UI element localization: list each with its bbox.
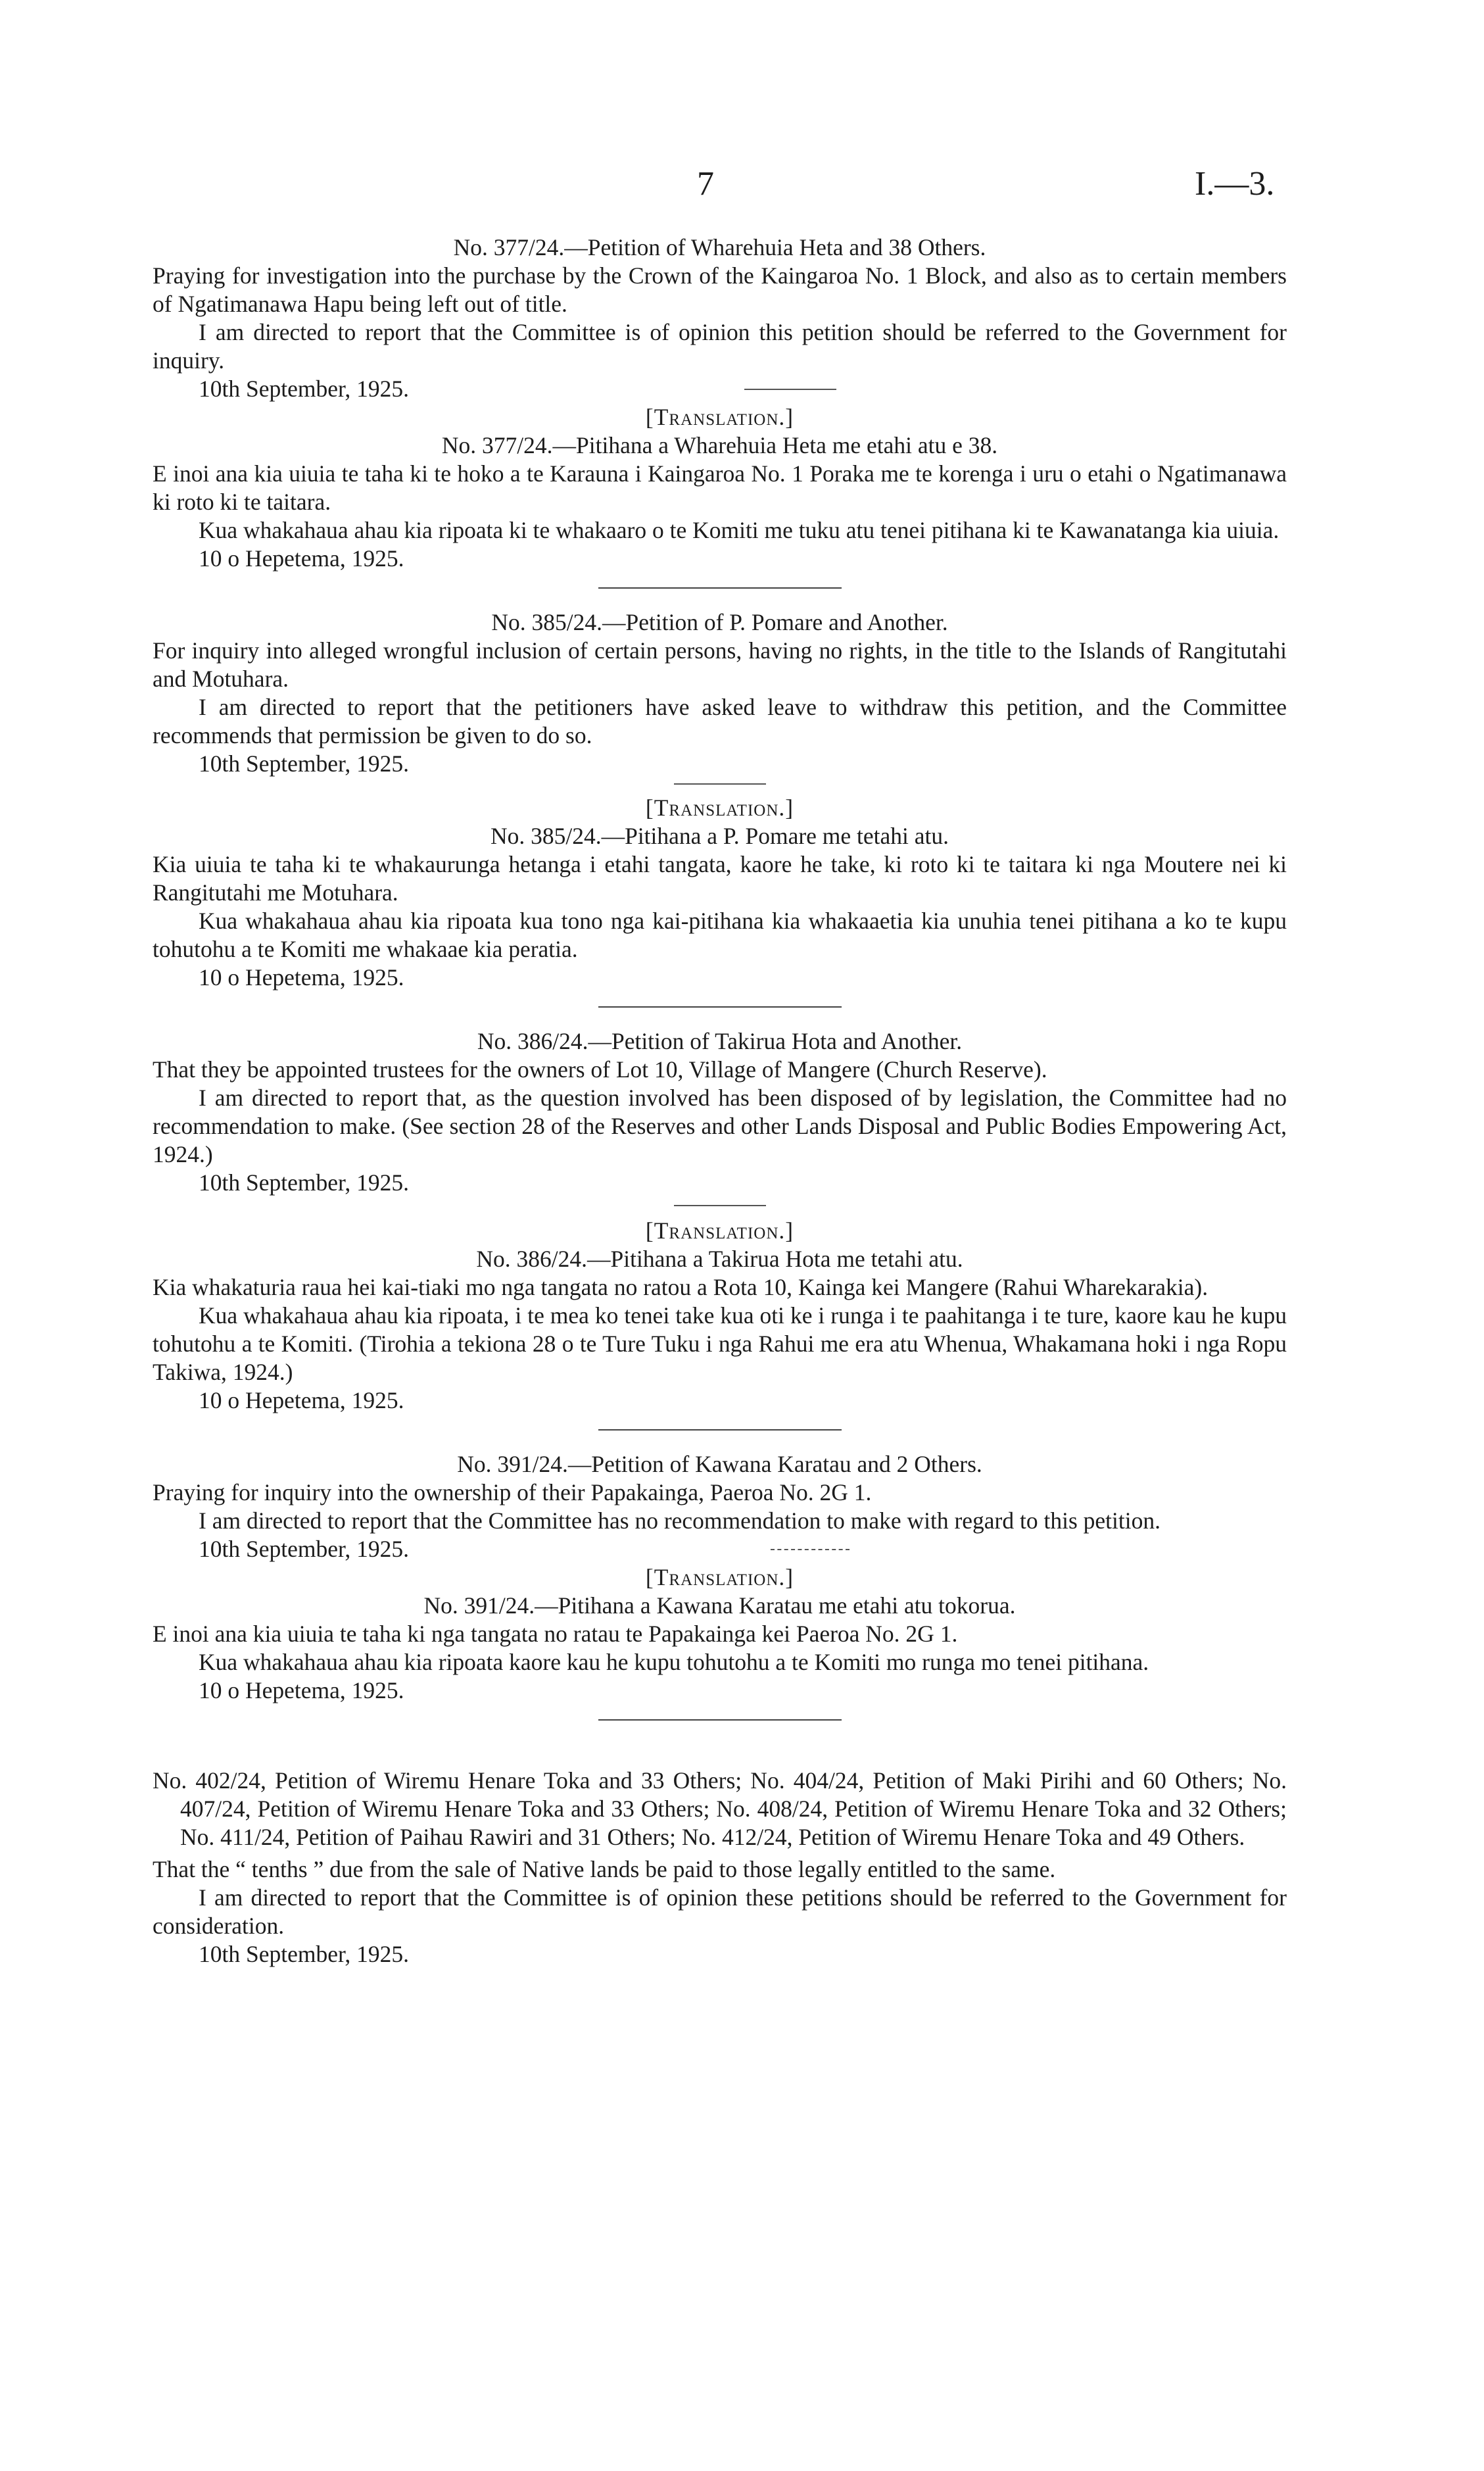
translation-label: [Translation.] — [645, 795, 794, 821]
translation-heading: No. 377/24.—Pitihana a Wharehuia Heta me etahi atu e 38. — [441, 432, 998, 458]
translation-report: Kua whakahaua ahau kia ripoata ki te whakaaro o te Komiti me tuku atu tenei pitihana ki te Kawanatanga kia uiuia. — [199, 517, 1280, 543]
report-date: 10th September, 1925. — [199, 1169, 410, 1196]
translation-report: Kua whakahaua ahau kia ripoata, i te mea ko tenei take kua oti ke i runga i te paahitanga i te ture, kaore kau he kupu tohutohu a te Komiti. (Tirohia a tekiona 28 o te Ture Tuku i nga Rahui me era atu Whenua, Whakamana hoki i nga Ropu Takiwa, 1924.) — [153, 1302, 1287, 1385]
section-divider — [598, 587, 842, 589]
committee-report: I am directed to report that the Committee is of opinion these petitions should be referred to the Government for consideration. — [153, 1884, 1287, 1939]
translation-date: 10 o Hepetema, 1925. — [199, 1387, 404, 1413]
translation-label: [Translation.] — [645, 1564, 794, 1590]
document-body — [153, 233, 1287, 1969]
section-divider — [598, 1006, 842, 1008]
translation-report: Kua whakahaua ahau kia ripoata kua tono nga kai-pitihana kia whakaaetia kia unuhia tenei pitihana a ko te kupu tohutohu a te Komiti me whakaae kia peratia. — [153, 908, 1287, 962]
translation-prayer: E inoi ana kia uiuia te taha ki nga tangata no ratau te Papakainga kei Paeroa No. 2G 1. — [153, 1621, 958, 1647]
translation-prayer: E inoi ana kia uiuia te taha ki te hoko a te Karauna i Kaingaroa No. 1 Poraka me te korenga i uru o etahi o Ngatimanawa ki roto ki te taitara. — [153, 460, 1287, 515]
date-row — [153, 1535, 1287, 1563]
petition-section-385 — [153, 608, 1287, 1008]
translation-prayer: Kia whakaturia raua hei kai-tiaki mo nga tangata no ratou a Rota 10, Kainga kei Mangere (Rahui Wharekarakia). — [153, 1274, 1209, 1300]
short-divider — [674, 1205, 766, 1206]
committee-report: I am directed to report that the Committee is of opinion this petition should be referred to the Government for inquiry. — [153, 319, 1287, 374]
petition-prayer: That they be appointed trustees for the owners of Lot 10, Village of Mangere (Church Reserve). — [153, 1056, 1047, 1083]
petition-section-391 — [153, 1450, 1287, 1721]
page-number: 7 — [697, 165, 714, 203]
petition-heading: No. 386/24.—Petition of Takirua Hota and Another. — [477, 1028, 963, 1054]
section-divider — [598, 1719, 842, 1721]
date-row — [153, 375, 1287, 403]
translation-date: 10 o Hepetema, 1925. — [199, 964, 404, 991]
translation-heading: No. 385/24.—Pitihana a P. Pomare me tetahi atu. — [490, 823, 949, 849]
petition-heading: No. 385/24.—Petition of P. Pomare and Another. — [491, 609, 948, 635]
petition-section-377 — [153, 233, 1287, 589]
translation-label: [Translation.] — [645, 404, 794, 430]
petition-prayer: For inquiry into alleged wrongful inclusion of certain persons, having no rights, in the title to the Islands of Rangitutahi and Motuhara. — [153, 637, 1287, 692]
report-date: 10th September, 1925. — [199, 750, 410, 777]
petition-prayer: Praying for inquiry into the ownership of their Papakainga, Paeroa No. 2G 1. — [153, 1479, 872, 1505]
committee-report: I am directed to report that the petitioners have asked leave to withdraw this petition, and the Committee recommends that permission be given to do so. — [153, 694, 1287, 748]
petition-section-402-412 — [153, 1767, 1287, 1969]
petition-heading: No. 391/24.—Petition of Kawana Karatau and 2 Others. — [457, 1451, 982, 1477]
translation-heading: No. 386/24.—Pitihana a Takirua Hota me tetahi atu. — [476, 1246, 963, 1272]
translation-date: 10 o Hepetema, 1925. — [199, 545, 404, 572]
translation-label: [Translation.] — [645, 1217, 794, 1244]
short-divider — [744, 389, 836, 390]
translation-date: 10 o Hepetema, 1925. — [199, 1677, 404, 1703]
report-date: 10th September, 1925. — [199, 376, 410, 402]
page-header — [0, 164, 1484, 217]
short-divider — [771, 1549, 850, 1550]
committee-report: I am directed to report that, as the question involved has been disposed of by legislation, the Committee had no recommendation to make. (See section 28 of the Reserves and other Lands Disposal and Public Bodies Empowering Act, 1924.) — [153, 1085, 1287, 1167]
short-divider — [674, 783, 766, 785]
report-date: 10th September, 1925. — [199, 1536, 410, 1562]
section-divider — [598, 1429, 842, 1431]
translation-report: Kua whakahaua ahau kia ripoata kaore kau he kupu tohutohu a te Komiti mo runga mo tenei pitihana. — [199, 1649, 1149, 1675]
committee-report: I am directed to report that the Committee has no recommendation to make with regard to this petition. — [199, 1507, 1161, 1534]
petition-heading: No. 377/24.—Petition of Wharehuia Heta and 38 Others. — [453, 234, 986, 260]
petition-prayer: Praying for investigation into the purchase by the Crown of the Kaingaroa No. 1 Block, and also as to certain members of Ngatimanawa Hapu being left out of title. — [153, 262, 1287, 317]
translation-prayer: Kia uiuia te taha ki te whakaurunga hetanga i etahi tangata, kaore he take, ki roto ki te taitara ki nga Moutere nei ki Rangitutahi me Motuhara. — [153, 851, 1287, 906]
petition-section-386 — [153, 1027, 1287, 1431]
parliamentary-paper-reference: I.—3. — [1195, 165, 1275, 203]
petition-heading: No. 402/24, Petition of Wiremu Henare Toka and 33 Others; No. 404/24, Petition of Maki Pirihi and 60 Others; No. 407/24, Petition of Wiremu Henare Toka and 33 Others; No. 408/24, Petition of Wiremu Henare Toka and 32 Others; No. 411/24, Petition of Paihau Rawiri and 31 Others; No. 412/24, Petition of Wiremu Henare Toka and 49 Others. — [153, 1767, 1287, 1850]
report-date: 10th September, 1925. — [199, 1941, 410, 1967]
petition-prayer: That the “ tenths ” due from the sale of Native lands be paid to those legally entitled to the same. — [153, 1856, 1056, 1882]
translation-heading: No. 391/24.—Pitihana a Kawana Karatau me etahi atu tokorua. — [423, 1592, 1016, 1619]
